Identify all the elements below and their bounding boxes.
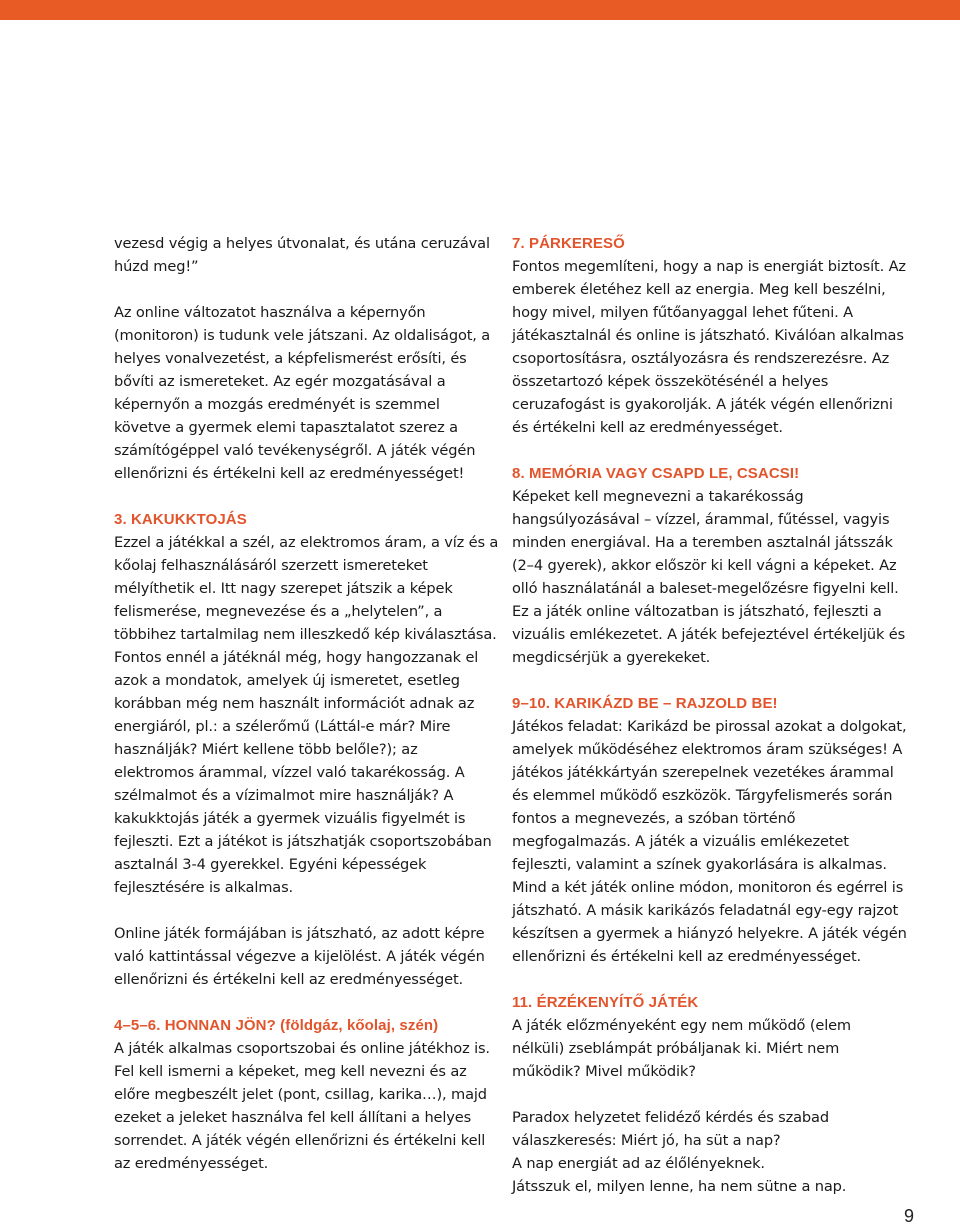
heading-honnan-jon xyxy=(114,1014,499,1037)
right-column xyxy=(512,232,907,1198)
left-column xyxy=(114,232,499,1175)
top-accent-bar xyxy=(0,0,960,20)
paragraph-online-game: Online játék formájában is játszható, az adott képre való kattintással végezve a kijelölést. A játék végén ellenőrizni és értékelni kell az eredményességet. xyxy=(114,925,485,988)
paragraph-memoria: Képeket kell megnevezni a takarékosság hangsúlyozásával – vízzel, árammal, fűtéssel, vagyis minden energiával. Ha a teremben asztalnál játsszák (2–4 gyerek), akkor először ki kell vágni a képeket. Az olló használatánál a baleset-megelőzésre figyelni kell. Ez a játék online változatban is játszható, fejleszti a vizuális emlékezetet. A játék befejeztével értékeljük és megdicsérjük a gyerekeket. xyxy=(512,488,906,666)
heading-erzekenyito: 11. ÉRZÉKENYÍTŐ JÁTÉK xyxy=(512,994,699,1011)
paragraph-kakukktojas: Ezzel a játékkal a szél, az elektromos áram, a víz és a kőolaj felhasználásáról szerzett ismereteket mélyíthetik el. Itt nagy szerepet játszik a képek felismerése, megnevezése és a „helytelen”, a többihez tartalmilag nem illeszkedő kép kiválasztása. Fontos ennél a játéknál még, hogy hangozzanak el azok a mondatok, amelyek új ismeretet, esetleg korábban még nem használt információt adnak az energiáról, pl.: a szélerőmű (Láttál-e már? Mire használják? Miért kellene több belőle?); az elektromos árammal, vízzel való takarékosság. A szélmalmot és a vízimalmot mire használják? A kakukktojás játék a gyermek vizuális figyelmét is fejleszti. Ezt a játékot is játszhatják csoportszobában asztalnál 3-4 gyerekkel. Egyéni képességek fejlesztésére is alkalmas. xyxy=(114,534,499,896)
heading-memoria: 8. MEMÓRIA VAGY CSAPD LE, CSACSI! xyxy=(512,465,800,482)
paragraph-intro-end: vezesd végig a helyes útvonalat, és utána ceruzával húzd meg!” xyxy=(114,235,490,275)
paragraph-paradox-question: Paradox helyzetet felidéző kérdés és szabad válaszkeresés: Miért jó, ha süt a nap? xyxy=(512,1109,829,1149)
paragraph-erzekenyito: A játék előzményeként egy nem működő (elem nélküli) zseblámpát próbáljanak ki. Miért nem működik? Mivel működik? xyxy=(512,1017,851,1080)
page-number: 9 xyxy=(903,1206,914,1226)
paragraph-parkereso: Fontos megemlíteni, hogy a nap is energiát biztosít. Az emberek életéhez kell az energia. Meg kell beszélni, hogy mivel, milyen fűtőanyaggal lehet fűteni. A játékasztalnál és online is játszható. Kiválóan alkalmas csoportosításra, osztályozásra és rendszerezésre. Az összetartozó képek összekötésénél a helyes ceruzafogást is gyakorolják. A játék végén ellenőrizni és értékelni kell az eredményességet. xyxy=(512,258,906,436)
heading-kakukktojas: 3. KAKUKKTOJÁS xyxy=(114,511,247,528)
paragraph-karikazd-be: Játékos feladat: Karikázd be pirossal azokat a dolgokat, amelyek működéséhez elektromos áram szükséges! A játékos játékkártyán szerepelnek vezetékes árammal és elemmel működő eszközök. Tárgyfelismerés során fontos a megnevezés, a szóban történő megfogalmazás. A játék a vizuális emlékezetet fejleszti, valamint a színek gyakorlására is alkalmas. Mind a két játék online módon, monitoron és egérrel is játszható. A másik karikázós feladatnál egy-egy rajzot készítsen a gyermek a hiányzó helyekre. A játék végén ellenőrizni és értékelni kell az eredményességet. xyxy=(512,718,907,965)
heading-karikazd-be: 9–10. KARIKÁZD BE – RAJZOLD BE! xyxy=(512,695,778,712)
heading-parkereso: 7. PÁRKERESŐ xyxy=(512,235,625,252)
paragraph-online-version: Az online változatot használva a képernyőn (monitoron) is tudunk vele játszani. Az oldaliságot, a helyes vonalvezetést, a képfelismerést erősíti, és bővíti az ismereteket. Az egér mozgatásával a képernyőn a mozgás eredményét is szemmel követve a gyermek elemi tapasztalatot szerez a számítógéppel való tevékenységről. A játék végén ellenőrizni és értékelni kell az eredményességet! xyxy=(114,304,491,482)
paragraph-play-no-sun: Játsszuk el, milyen lenne, ha nem sütne a nap. xyxy=(512,1178,847,1195)
heading-honnan-jon-title: 4–5–6. HONNAN JÖN? xyxy=(114,1017,276,1034)
paragraph-honnan-jon: A játék alkalmas csoportszobai és online játékhoz is. Fel kell ismerni a képeket, meg kell nevezni és az előre megbeszélt jelet (pont, csillag, karika…), majd ezeket a jeleket használva fel kell állítani a helyes sorrendet. A játék végén ellenőrizni és értékelni kell az eredményességet. xyxy=(114,1040,490,1172)
paragraph-sun-energy: A nap energiát ad az élőlényeknek. xyxy=(512,1155,765,1172)
heading-honnan-jon-subtitle: (földgáz, kőolaj, szén) xyxy=(275,1017,439,1034)
